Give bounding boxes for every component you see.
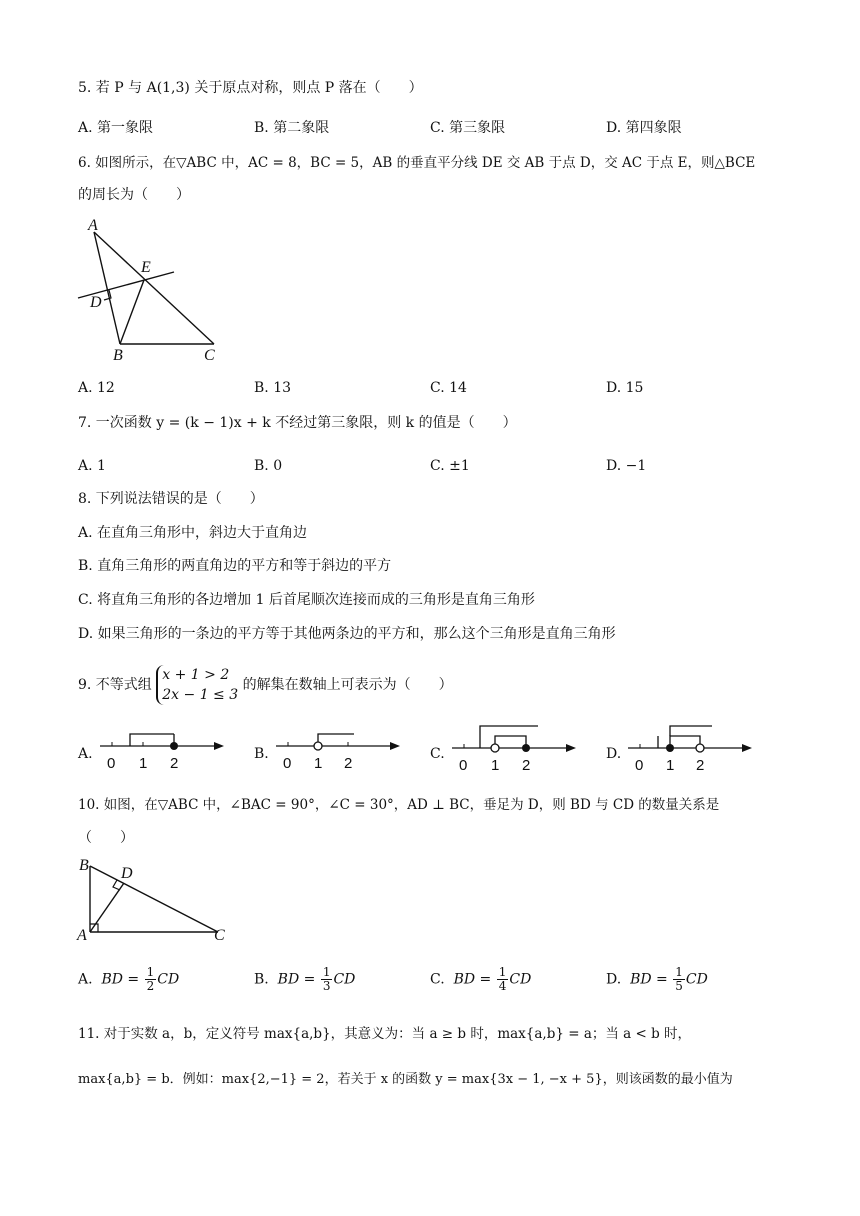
q7-stem: 7. 一次函数 y = (k − 1)x + k 不经过第三象限，则 k 的值是（ ） <box>78 415 517 431</box>
q6-label-e: E <box>141 259 151 276</box>
q8-option-b: B. 直角三角形的两直角边的平方和等于斜边的平方 <box>78 558 392 574</box>
q9-suffix: 的解集在数轴上可表示为（ ） <box>242 677 453 693</box>
tick-1: 1 <box>491 757 500 774</box>
tick-0: 0 <box>459 757 468 774</box>
q10-option-b: B. BD = $\frac{1}{3}$ CD <box>254 965 356 993</box>
fraction: $\frac{1}{2}$ <box>146 965 155 993</box>
q6-label-d: D <box>90 294 102 311</box>
q6-label-b: B <box>113 347 123 364</box>
tick-1: 1 <box>314 755 323 772</box>
q10-label-b: B <box>79 857 89 874</box>
q10-option-d: D. BD = $\frac{1}{5}$ CD <box>606 965 708 993</box>
tick-0: 0 <box>107 755 116 772</box>
q6-stem-line2: 的周长为（ ） <box>78 187 190 203</box>
q6-option-c: C. 14 <box>430 380 467 396</box>
q6-label-a: A <box>88 217 98 234</box>
fraction: $\frac{1}{5}$ <box>675 965 683 993</box>
q5-option-d: D. 第四象限 <box>606 120 682 136</box>
q7-option-a: A. 1 <box>78 458 106 474</box>
q10-label-d: D <box>121 865 133 882</box>
q7-option-d: D. −1 <box>606 458 647 474</box>
q8-option-d: D. 如果三角形的一条边的平方等于其他两条边的平方和，那么这个三角形是直角三角形 <box>78 626 616 642</box>
q9-inequality-2: 2x − 1 ≤ 3 <box>162 687 239 703</box>
q9-number-line-d <box>626 722 758 774</box>
tick-1: 1 <box>139 755 148 772</box>
q8-option-a: A. 在直角三角形中，斜边大于直角边 <box>78 525 308 541</box>
q8-option-c: C. 将直角三角形的各边增加 1 后首尾顺次连接而成的三角形是直角三角形 <box>78 592 535 608</box>
q8-stem: 8. 下列说法错误的是（ ） <box>78 491 264 507</box>
tick-2: 2 <box>170 755 179 772</box>
fraction: $\frac{1}{3}$ <box>322 965 331 993</box>
q11-line2: max{a,b} = b．例如：max{2,−1} = 2，若关于 x 的函数 y = max{3x − 1, −x + 5}，则该函数的最小值为 <box>78 1072 733 1087</box>
q6-option-d: D. 15 <box>606 380 644 396</box>
q9-inequality-system <box>156 665 238 705</box>
q10-triangle-figure <box>76 852 236 944</box>
q10-label-a: A <box>77 927 87 944</box>
fraction: $\frac{1}{4}$ <box>498 965 507 993</box>
q9-option-d-letter: D. <box>606 746 622 762</box>
q10-option-c: C. BD = $\frac{1}{4}$ CD <box>430 965 532 993</box>
tick-0: 0 <box>635 757 644 774</box>
q10-option-a: A. BD = $\frac{1}{2}$ CD <box>78 965 180 993</box>
q9-option-a-letter: A. <box>78 746 93 762</box>
q9-option-c-letter: C. <box>430 746 445 762</box>
tick-2: 2 <box>696 757 705 774</box>
q5-option-b: B. 第二象限 <box>254 120 330 136</box>
q5-option-c: C. 第三象限 <box>430 120 506 136</box>
tick-1: 1 <box>666 757 675 774</box>
q9-number-line-a <box>98 726 228 774</box>
q9-number-line-b <box>274 726 404 774</box>
q6-triangle-figure <box>76 214 236 364</box>
q9-option-b-letter: B. <box>254 746 269 762</box>
q9-inequality-1: x + 1 > 2 <box>162 667 230 683</box>
q9-stem <box>78 665 453 705</box>
tick-2: 2 <box>344 755 353 772</box>
q6-label-c: C <box>204 347 215 364</box>
q6-option-b: B. 13 <box>254 380 292 396</box>
q5-stem: 5. 若 P 与 A(1,3) 关于原点对称，则点 P 落在（ ） <box>78 80 423 96</box>
tick-2: 2 <box>522 757 531 774</box>
q10-stem-line1: 10. 如图，在▽ABC 中，∠BAC = 90°，∠C = 30°，AD ⊥ BC，垂足为 D，则 BD 与 CD 的数量关系是 <box>78 797 720 813</box>
q9-number-line-c <box>450 722 582 774</box>
tick-0: 0 <box>283 755 292 772</box>
q11-line1: 11. 对于实数 a，b，定义符号 max{a,b}，其意义为：当 a ≥ b 时，max{a,b} = a；当 a < b 时， <box>78 1026 692 1042</box>
q9-prefix: 9. 不等式组 <box>78 677 152 693</box>
q10-label-c: C <box>214 927 225 944</box>
q5-option-a: A. 第一象限 <box>78 120 154 136</box>
q10-stem-line2: （ ） <box>78 830 134 846</box>
q7-option-b: B. 0 <box>254 458 283 474</box>
q6-stem-line1: 6. 如图所示，在▽ABC 中，AC = 8，BC = 5，AB 的垂直平分线 DE 交 AB 于点 D，交 AC 于点 E，则△BCE <box>78 155 756 171</box>
q7-option-c: C. ±1 <box>430 458 470 474</box>
q6-option-a: A. 12 <box>78 380 115 396</box>
